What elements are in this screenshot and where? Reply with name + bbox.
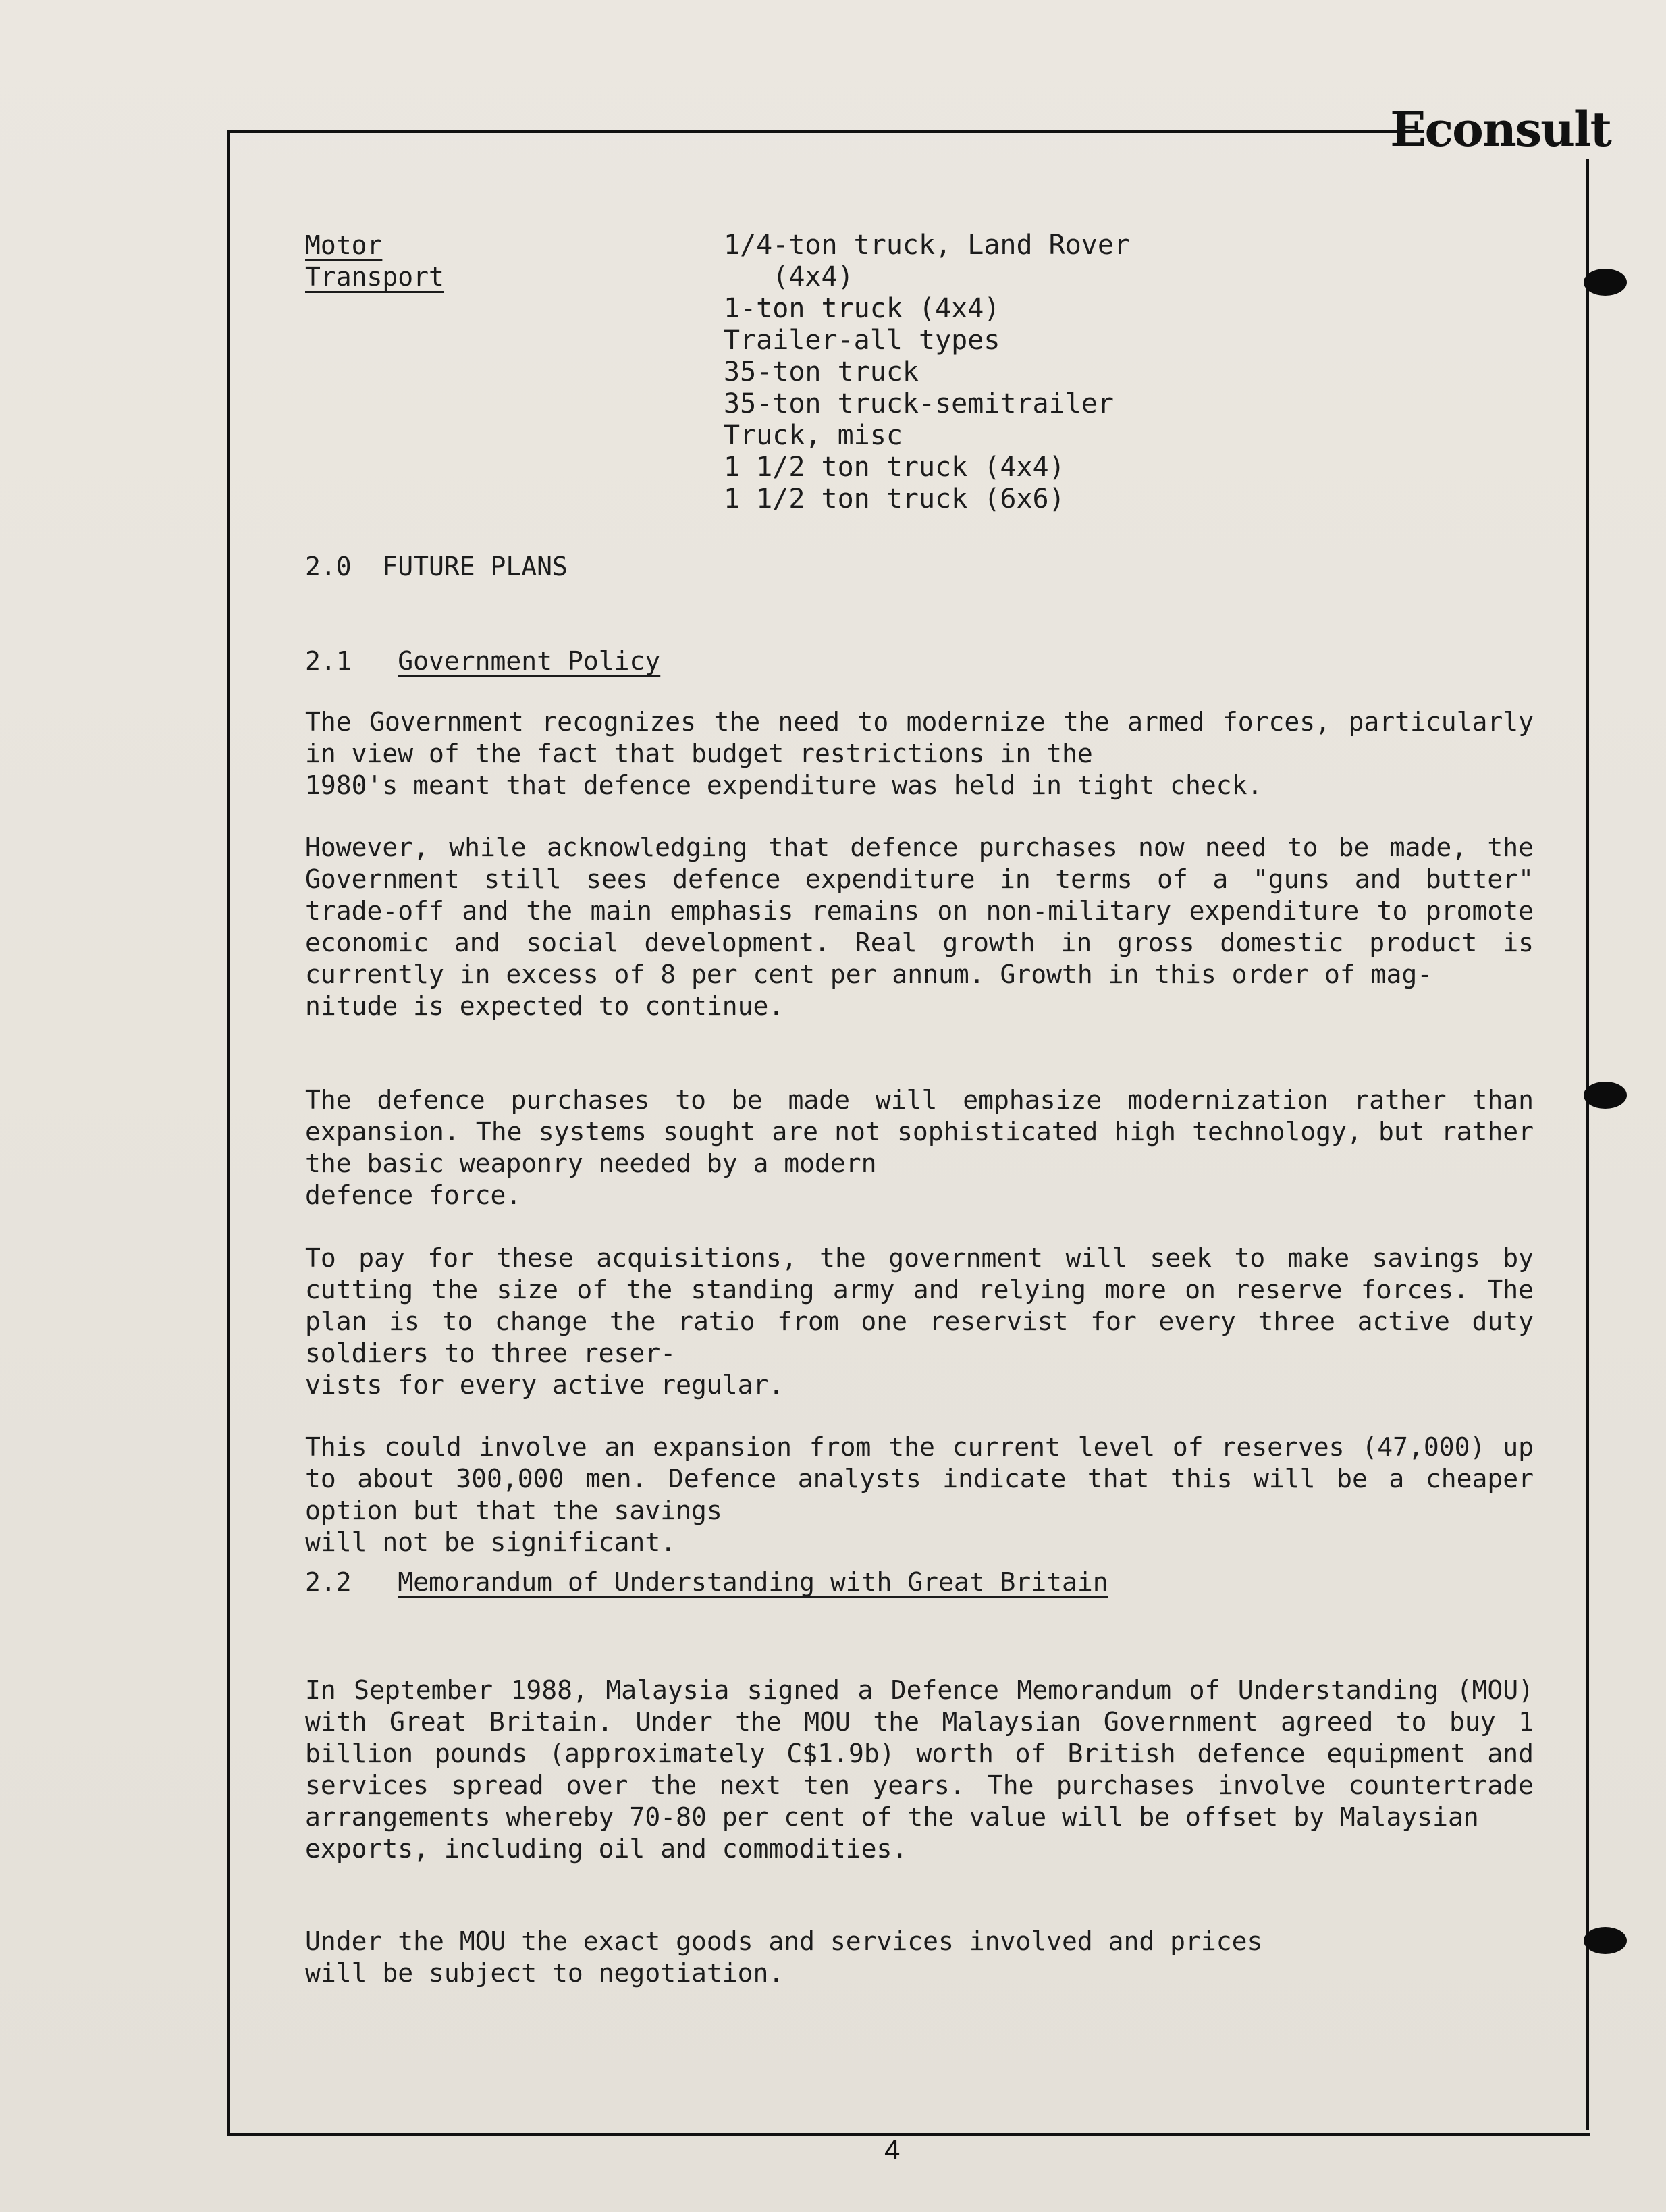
paragraph-text: In September 1988, Malaysia signed a Defence Memorandum of Understanding (MOU) with Great Britain. Under the MOU the Malaysian Government agreed to buy 1 billion pounds (approximately C$1.9b) worth of British defence equipment and services spread over the next ten years. The purchases involve countertrade arrangements whereby 70-80 per cent of the value will be offset by Malaysian — [305, 1675, 1534, 1832]
binder-hole-icon — [1584, 1082, 1627, 1109]
paragraph-text: However, while acknowledging that defence purchases now need to be made, the Government still sees defence expenditure in terms of a "guns and butter" trade-off and the main emphasis remains on non-military expenditure to promote economic and social development. Real growth in gross domestic product is currently in excess of 8 per cent per annum. Growth in this order of mag- — [305, 833, 1534, 989]
list-item: 1-ton truck (4x4) — [724, 293, 1000, 324]
section-heading-future-plans: 2.0 FUTURE PLANS — [305, 552, 568, 581]
list-item: 1 1/2 ton truck (4x4) — [724, 452, 1065, 483]
list-item: Trailer-all types — [724, 325, 1000, 356]
paragraph — [305, 832, 1534, 1022]
section-number: 2.2 — [305, 1567, 352, 1597]
label-line: Transport — [305, 262, 444, 292]
brand-logo: Econsult — [1390, 101, 1611, 157]
paragraph — [305, 706, 1534, 801]
section-heading-government-policy — [305, 646, 660, 677]
label-line: Motor — [305, 230, 383, 260]
motor-transport-label — [305, 230, 521, 293]
paragraph — [305, 1675, 1534, 1865]
paragraph-text: This could involve an expansion from the current level of reserves (47,000) up to about 300,000 men. Defence analysts indicate that this will be a cheaper option but that the savings — [305, 1432, 1534, 1525]
list-item: (4x4) — [724, 261, 854, 292]
paragraph-text: vists for every active regular. — [305, 1370, 784, 1400]
motor-transport-list — [724, 230, 1130, 515]
paragraph-text: 1980's meant that defence expenditure was held in tight check. — [305, 770, 1263, 800]
list-item: 35-ton truck-semitrailer — [724, 388, 1114, 419]
section-number: 2.1 — [305, 646, 352, 676]
paragraph-text: Under the MOU the exact goods and services involved and prices — [305, 1926, 1263, 1956]
section-heading-mou — [305, 1566, 1108, 1598]
paragraph-text: will not be significant. — [305, 1527, 676, 1557]
paragraph-text: will be subject to negotiation. — [305, 1958, 784, 1988]
motor-transport-block — [305, 230, 1534, 520]
section-title: Memorandum of Understanding with Great Britain — [398, 1567, 1108, 1597]
paragraph-text: nitude is expected to continue. — [305, 991, 784, 1021]
binder-hole-icon — [1584, 1927, 1627, 1954]
list-item: 1 1/2 ton truck (6x6) — [724, 483, 1065, 515]
list-item: Truck, misc — [724, 420, 903, 451]
paragraph — [305, 1431, 1534, 1558]
binder-hole-icon — [1584, 269, 1627, 296]
section-title: Government Policy — [398, 646, 661, 676]
paragraph — [305, 1242, 1534, 1401]
page-number: 4 — [884, 2134, 901, 2165]
paragraph-text: To pay for these acquisitions, the government will seek to make savings by cutting the size of the standing army and relying more on reserve forces. The plan is to change the ratio from one reservist for every three active duty soldiers to three reser- — [305, 1243, 1534, 1368]
right-rule — [1586, 159, 1589, 2130]
list-item: 1/4-ton truck, Land Rover — [724, 230, 1131, 261]
paragraph-text: The defence purchases to be made will emphasize modernization rather than expansion. The systems sought are not sophisticated high technology, but rather the basic weaponry needed by a modern — [305, 1085, 1534, 1178]
paragraph — [305, 1084, 1534, 1211]
paragraph-text: exports, including oil and commodities. — [305, 1834, 908, 1864]
list-item: 35-ton truck — [724, 357, 919, 388]
paragraph — [305, 1926, 1534, 1989]
paragraph-text: defence force. — [305, 1180, 522, 1210]
paragraph-text: The Government recognizes the need to modernize the armed forces, particularly in view of the fact that budget restrictions in the — [305, 707, 1534, 768]
